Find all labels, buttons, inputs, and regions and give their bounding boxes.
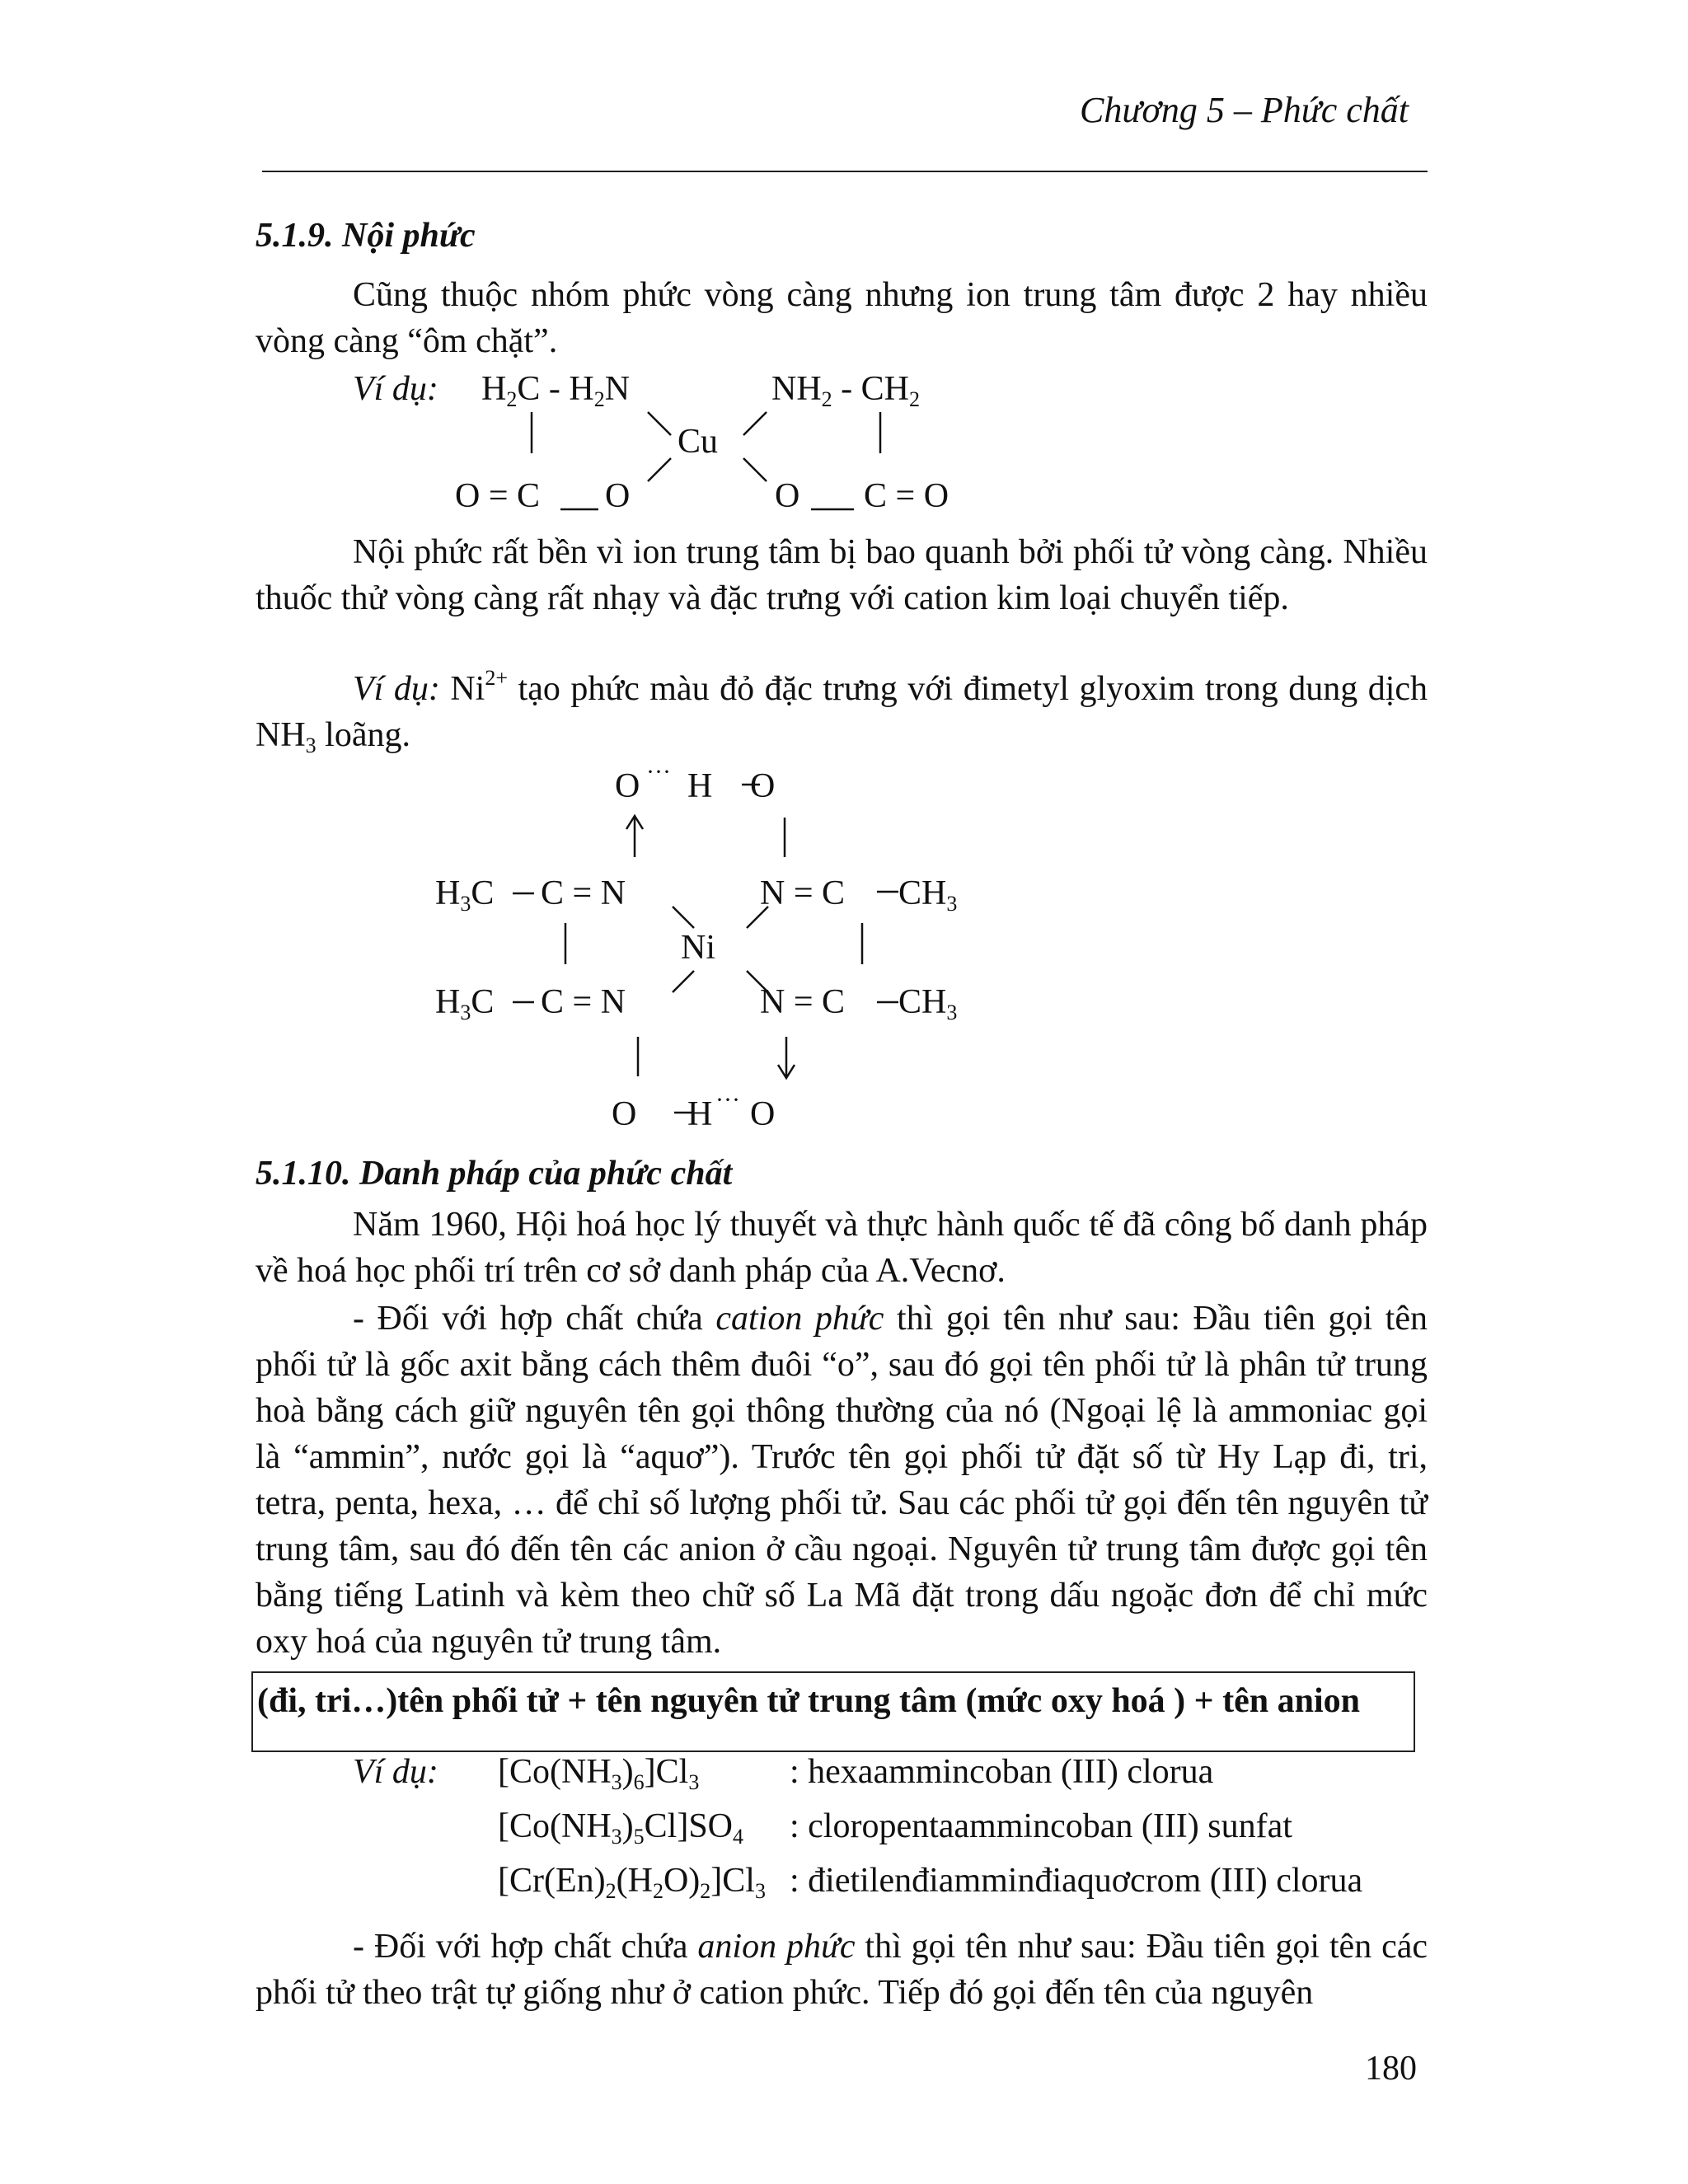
formula-o-c-left: O = C xyxy=(455,477,541,515)
ni-ch3-top: $CH_3$ xyxy=(898,874,958,916)
section-heading-5110: 5.1.10. Danh pháp của phức chất xyxy=(256,1155,733,1193)
ni-h3c-top: $H_3C$ xyxy=(435,874,495,916)
anion-para-prefix: - Đối với hợp chất chứa xyxy=(353,1928,698,1966)
example-formula-1: $[Co(NH_3)_6]Cl_3$ xyxy=(498,1753,700,1794)
cation-para-em: cation phức xyxy=(715,1300,884,1338)
cation-para-prefix: - Đối với hợp chất chứa xyxy=(353,1300,716,1338)
central-atom-ni: Ni xyxy=(681,929,715,967)
formula-box-text: (đi, tri…)tên phối tử + tên nguyên tử trung tâm (mức oxy hoá ) + tên anion xyxy=(257,1682,1360,1720)
paragraph-cation-complex xyxy=(256,1296,1428,1665)
cation-para-rest: thì gọi tên như sau: Đầu tiên gọi tên phối tử là gốc axit bằng cách thêm đuôi “o”, sau đó gọi tên phối tử là phân tử trung hoà bằng cách giữ nguyên tên gọi thông thường của nó (Ngoại lệ là ammoniac gọi là “ammin”, nước gọi là “aquơ”). Trước tên gọi phối tử đặt số từ Hy Lạp đi, tri, tetra, penta, hexa, … để chỉ số lượng phối tử. Sau các phối tử gọi đến tên nguyên tử trung tâm, sau đó đến tên các anion ở cầu ngoại. Nguyên tử trung tâm được gọi tên bằng tiếng Latinh và kèm theo chữ số La Mã đặt trong dấu ngoặc đơn để chỉ mức oxy hoá của nguyên tử trung tâm. xyxy=(256,1300,1428,1661)
example-formula-2: $[Co(NH_3)_5Cl]SO_4$ xyxy=(498,1807,744,1849)
paragraph-noi-phuc-intro: Cũng thuộc nhóm phức vòng càng nhưng ion trung tâm được 2 hay nhiều vòng càng “ôm chặt”. xyxy=(256,276,1428,360)
example-formula-3: $[Cr(En)_2(H_2O)_2]Cl_3$ xyxy=(498,1862,766,1903)
ni-ch3-bottom: $CH_3$ xyxy=(898,983,958,1024)
example-name-2: : cloropentaammincoban (III) sunfat xyxy=(790,1807,1292,1845)
paragraph-anion-complex xyxy=(256,1924,1428,2016)
ni-top-h: H xyxy=(687,767,713,805)
paragraph-noi-phuc-stability: Nội phức rất bền vì ion trung tâm bị bao quanh bởi phối tử vòng càng. Nhiều thuốc thử vòng càng rất nhạy và đặc trưng với cation kim loại chuyển tiếp. xyxy=(256,533,1428,617)
ni-example-tail: loãng. xyxy=(325,716,410,754)
ni-top-o1: O xyxy=(615,767,640,805)
atom-o-left: O xyxy=(605,477,631,515)
ni-c-n-left-top: C = N xyxy=(541,874,626,912)
atom-o-right: O xyxy=(775,477,800,515)
ni-bot-o1: O xyxy=(612,1095,637,1133)
nh3-formula: $NH_3$ xyxy=(256,716,316,757)
anion-para-rest: thì gọi tên như sau: Đầu tiên gọi tên các phối tử theo trật tự giống như ở cation phức. Tiếp đó gọi đến tên của nguyên xyxy=(256,1928,1428,2012)
ni-n-c-right-bottom: N = C xyxy=(760,983,846,1021)
page-number: 180 xyxy=(1365,2050,1417,2088)
ni-n-c-right-top: N = C xyxy=(760,874,846,912)
ni-c-n-left-bottom: C = N xyxy=(541,983,626,1021)
nomenclature-example-label: Ví dụ: xyxy=(353,1753,438,1791)
ni-bot-hbond-dots: ··· xyxy=(715,1086,740,1113)
formula-c-o-right: C = O xyxy=(864,477,950,515)
example-label: Ví dụ: xyxy=(353,370,438,408)
formula-h2c-h2n: $H_2C - H_2N$ xyxy=(481,370,631,411)
paragraph-nomenclature-intro: Năm 1960, Hội hoá học lý thuyết và thực hành quốc tế đã công bố danh pháp về hoá học phối trí trên cơ sở danh pháp của A.Vecnơ. xyxy=(256,1206,1428,1290)
example-name-3: : đietilenđiamminđiaquơcrom (III) clorua xyxy=(790,1862,1363,1900)
ni-ion: Ni xyxy=(450,670,485,708)
ni-top-hbond-dots: ··· xyxy=(646,758,671,785)
central-atom-cu: Cu xyxy=(678,423,719,461)
ni-example-text: tạo phức màu đỏ đặc trưng với đimetyl glyoxim trong dung dịch xyxy=(518,670,1428,708)
example-name-1: : hexaammincoban (III) clorua xyxy=(790,1753,1214,1791)
ni-bot-h: H xyxy=(687,1095,713,1133)
ni-charge: 2+ xyxy=(485,666,509,690)
formula-nh2-ch2: $NH_2 - CH_2$ xyxy=(771,370,921,411)
chapter-header: Chương 5 – Phức chất xyxy=(1080,90,1409,130)
anion-para-em: anion phức xyxy=(697,1928,856,1966)
ni-bot-o2: O xyxy=(750,1095,776,1133)
example2-label: Ví dụ: xyxy=(353,670,440,708)
ni-top-o2: O xyxy=(750,767,776,805)
section-heading-519: 5.1.9. Nội phức xyxy=(256,217,476,255)
ni-h3c-bottom: $H_3C$ xyxy=(435,983,495,1024)
